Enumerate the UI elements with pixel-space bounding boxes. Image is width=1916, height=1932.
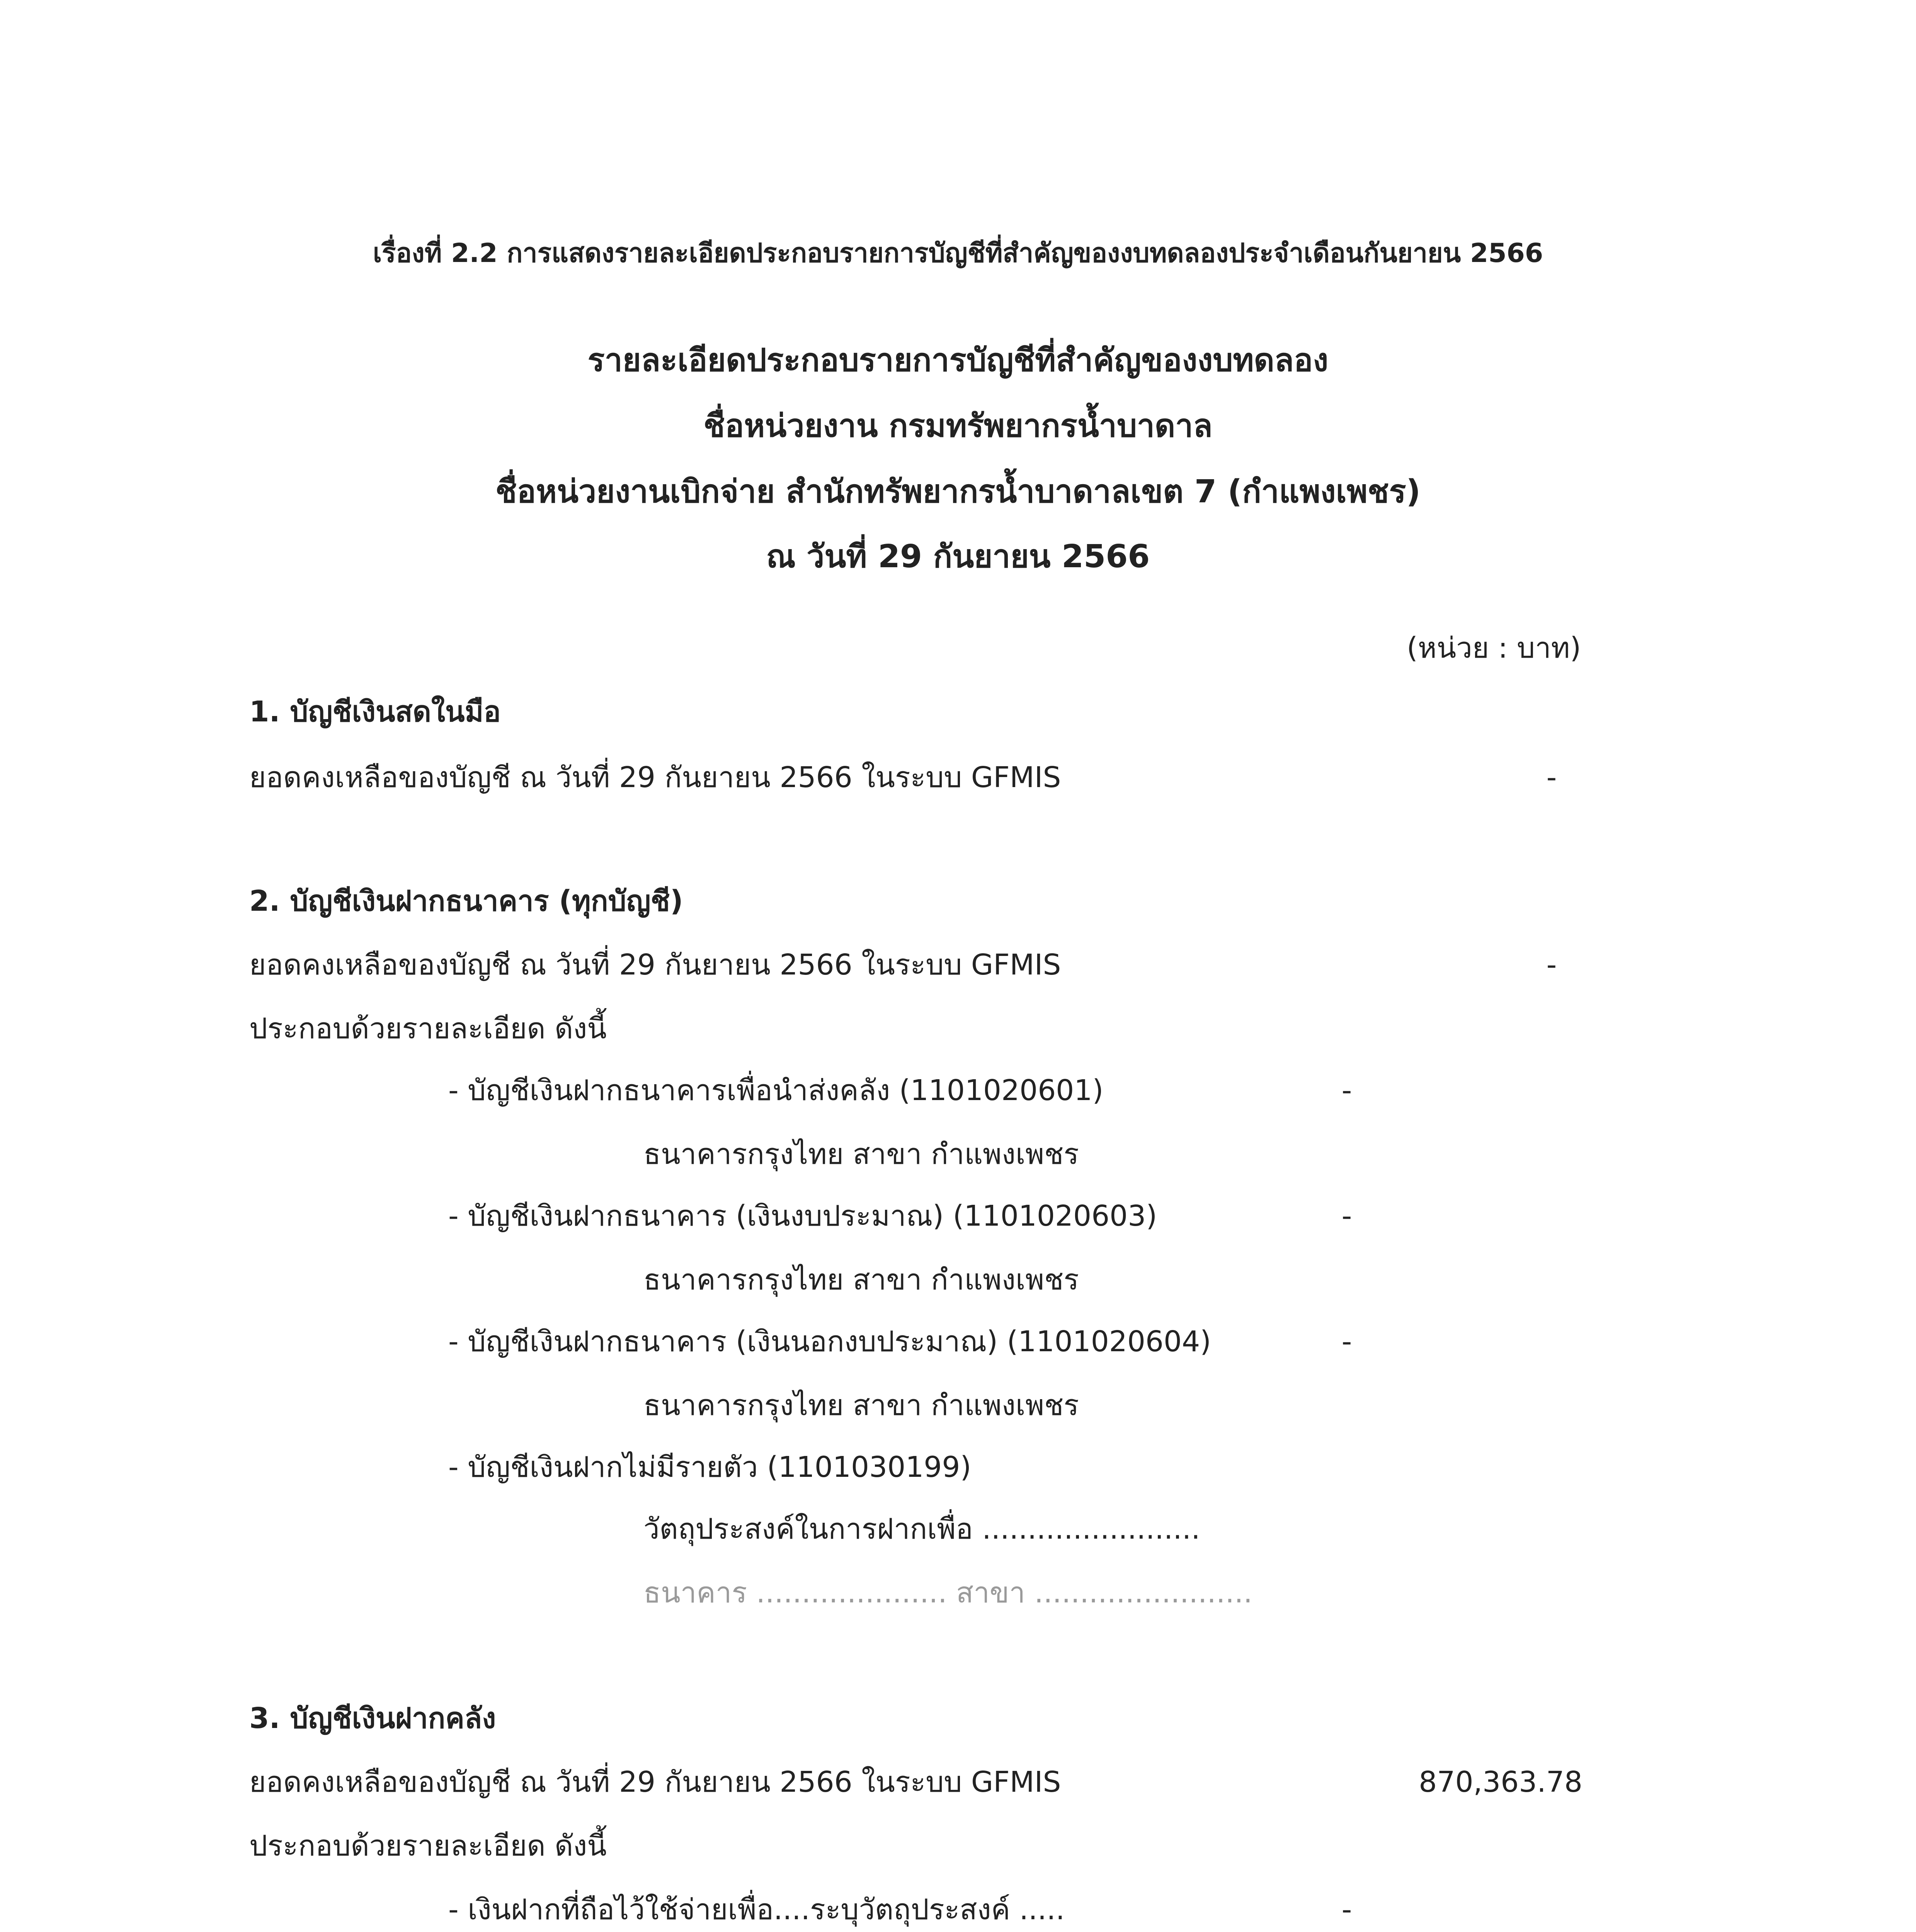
disbursing-unit: ชื่อหน่วยงานเบิกจ่าย สำนักทรัพยากรน้ำบาดาลเขต 7 (กำแพงเพชร) (495, 473, 1421, 510)
section1-balance-label: ยอดคงเหลือของบัญชี ณ วันที่ 29 กันยายน 2566 ในระบบ GFMIS (249, 761, 1061, 794)
bank-account-item: - บัญชีเงินฝากไม่มีรายตัว (1101030199) (448, 1451, 972, 1484)
treasury-item: - เงินฝากที่ถือไว้ใช้จ่ายเพื่อ....ระบุวัตถุประสงค์ ..... (448, 1893, 1065, 1926)
agency-name: ชื่อหน่วยงาน กรมทรัพยากรน้ำบาดาล (703, 408, 1213, 444)
section2-title: 2. บัญชีเงินฝากธนาคาร (ทุกบัญชี) (249, 884, 683, 918)
bank-branch: ธนาคารกรุงไทย สาขา กำแพงเพชร (643, 1138, 1079, 1171)
section3-title: 3. บัญชีเงินฝากคลัง (249, 1702, 496, 1735)
bank-branch-blank: ธนาคาร ..................... สาขา ........................ (643, 1576, 1253, 1609)
report-title: รายละเอียดประกอบรายการบัญชีที่สำคัญของงบทดลอง (587, 342, 1329, 379)
section3-balance-value: 870,363.78 (1419, 1765, 1582, 1799)
bank-branch: ธนาคารกรุงไทย สาขา กำแพงเพชร (643, 1263, 1079, 1296)
bank-branch: ธนาคารกรุงไทย สาขา กำแพงเพชร (643, 1389, 1079, 1422)
section2-balance-value: - (1546, 948, 1557, 981)
section1-balance-value: - (1546, 761, 1557, 794)
section1-title: 1. บัญชีเงินสดในมือ (249, 695, 501, 728)
section2-balance-label: ยอดคงเหลือของบัญชี ณ วันที่ 29 กันยายน 2566 ในระบบ GFMIS (249, 948, 1061, 981)
section3-balance-label: ยอดคงเหลือของบัญชี ณ วันที่ 29 กันยายน 2566 ในระบบ GFMIS (249, 1765, 1061, 1799)
topic-heading: เรื่องที่ 2.2 การแสดงรายละเอียดประกอบรายการบัญชีที่สำคัญของงบทดลองประจำเดือนกันยายน 2566 (373, 238, 1543, 269)
bank-account-value: - (1341, 1199, 1352, 1233)
bank-account-item: - บัญชีเงินฝากธนาคารเพื่อนำส่งคลัง (1101020601) (448, 1074, 1104, 1107)
section2-detail-label: ประกอบด้วยรายละเอียด ดังนี้ (249, 1012, 607, 1045)
treasury-item-value: - (1341, 1893, 1352, 1926)
bank-account-value: - (1341, 1074, 1352, 1107)
bank-account-item: - บัญชีเงินฝากธนาคาร (เงินนอกงบประมาณ) (1101020604) (448, 1325, 1212, 1358)
unit-label: (หน่วย : บาท) (1407, 631, 1581, 665)
bank-account-value: - (1341, 1325, 1352, 1358)
deposit-purpose: วัตถุประสงค์ในการฝากเพื่อ ........................ (643, 1512, 1200, 1546)
section3-detail-label: ประกอบด้วยรายละเอียด ดังนี้ (249, 1829, 607, 1862)
bank-account-item: - บัญชีเงินฝากธนาคาร (เงินงบประมาณ) (1101020603) (448, 1199, 1157, 1233)
report-date: ณ วันที่ 29 กันยายน 2566 (766, 538, 1150, 575)
